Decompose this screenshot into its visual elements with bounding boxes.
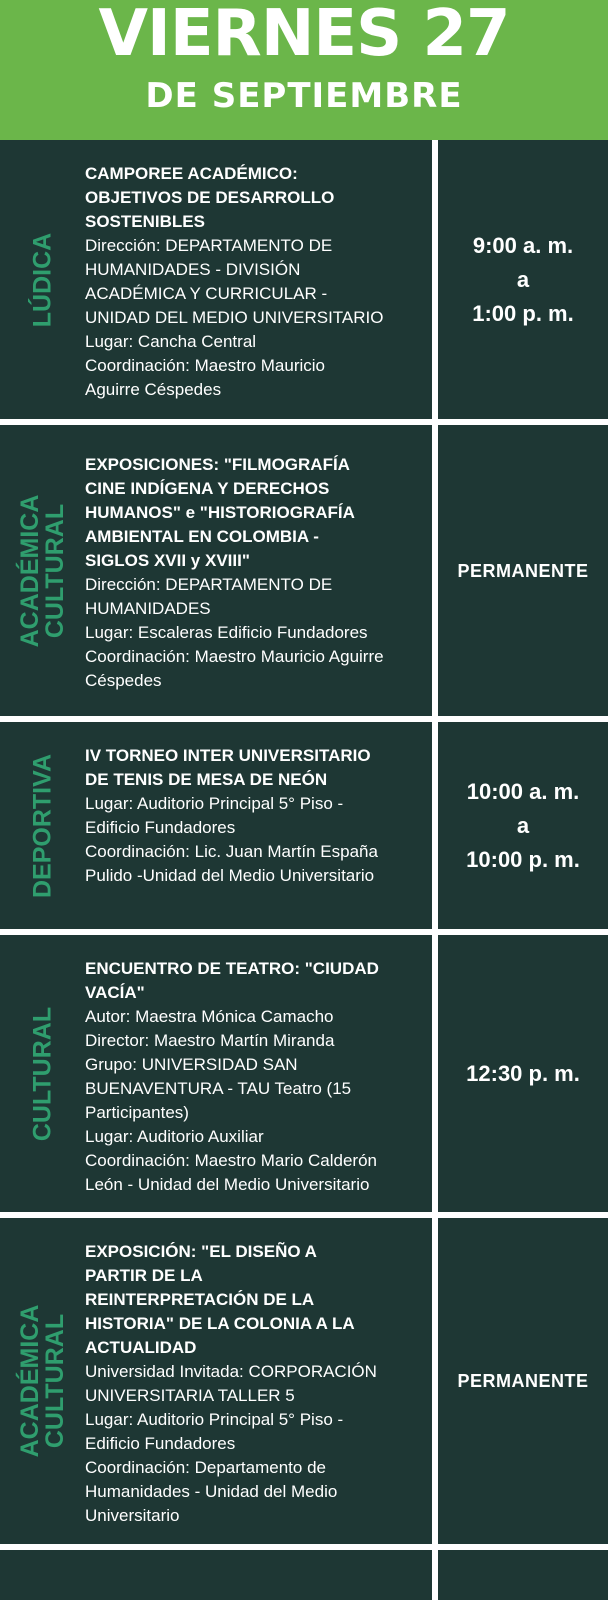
detail-line: Coordinación: Maestro Mauricio Aguirre bbox=[85, 647, 384, 666]
event-time bbox=[438, 554, 608, 588]
category-label: ACADÉMICA bbox=[16, 494, 44, 647]
detail-line: Coordinación: Maestro Mario Calderón bbox=[85, 1151, 377, 1170]
time-line: 10:00 a. m. bbox=[466, 778, 580, 804]
event-title bbox=[85, 453, 417, 573]
event-time-cell bbox=[438, 722, 608, 929]
event-details bbox=[85, 792, 417, 888]
event-content bbox=[85, 162, 417, 402]
event-title bbox=[85, 957, 417, 1005]
event-row bbox=[0, 1218, 608, 1544]
time-line: 1:00 p. m. bbox=[472, 300, 574, 326]
title-line: DE TENIS DE MESA DE NEÓN bbox=[85, 770, 328, 789]
category-label: CULTURAL bbox=[28, 1006, 57, 1141]
event-row bbox=[0, 722, 608, 929]
event-content bbox=[85, 1240, 417, 1528]
event-info-cell bbox=[0, 935, 432, 1212]
event-content bbox=[85, 957, 417, 1197]
detail-line: Dirección: DEPARTAMENTO DE bbox=[85, 236, 333, 255]
detail-line: Universidad Invitada: CORPORACIÓN bbox=[85, 1362, 377, 1381]
title-line: AMBIENTAL EN COLOMBIA - bbox=[85, 527, 319, 546]
detail-line: Lugar: Auditorio Principal 5° Piso - bbox=[85, 1410, 344, 1429]
title-line: EXPOSICIONES: "FILMOGRAFÍA bbox=[85, 455, 350, 474]
time-line: 12:30 p. m. bbox=[466, 1060, 580, 1086]
title-line: HUMANOS" e "HISTORIOGRAFÍA bbox=[85, 503, 355, 522]
detail-line: Lugar: Auditorio Auxiliar bbox=[85, 1127, 264, 1146]
category-label: ACADÉMICA bbox=[16, 1304, 44, 1458]
time-line: PERMANENTE bbox=[457, 560, 589, 581]
event-time bbox=[438, 775, 608, 877]
detail-line: Coordinación: Lic. Juan Martín España bbox=[85, 842, 378, 861]
event-category bbox=[0, 140, 86, 419]
event-info-cell bbox=[0, 722, 432, 929]
detail-line: Edificio Fundadores bbox=[85, 1434, 236, 1453]
detail-line: Lugar: Cancha Central bbox=[85, 332, 257, 351]
detail-line: Dirección: DEPARTAMENTO DE bbox=[85, 575, 333, 594]
time-line: a bbox=[516, 812, 530, 838]
event-category bbox=[0, 722, 86, 929]
detail-line: Autor: Maestra Mónica Camacho bbox=[85, 1007, 334, 1026]
detail-line: Universitario bbox=[85, 1506, 180, 1525]
event-info-cell bbox=[0, 425, 432, 716]
title-line: HISTORIA" DE LA COLONIA A LA bbox=[85, 1314, 355, 1333]
event-title bbox=[85, 744, 417, 792]
title-line: SIGLOS XVII y XVIII" bbox=[85, 551, 250, 570]
detail-line: Humanidades - Unidad del Medio bbox=[85, 1482, 338, 1501]
title-line: PARTIR DE LA bbox=[85, 1266, 203, 1285]
event-time bbox=[438, 229, 608, 331]
event-details bbox=[85, 1005, 417, 1197]
detail-line: Director: Maestro Martín Miranda bbox=[85, 1031, 335, 1050]
category-label: CULTURAL bbox=[41, 1313, 69, 1449]
event-title bbox=[85, 162, 417, 234]
detail-line: Céspedes bbox=[85, 671, 162, 690]
title-line: REINTERPRETACIÓN DE LA bbox=[85, 1290, 315, 1309]
event-row bbox=[0, 140, 608, 419]
event-info-cell bbox=[0, 140, 432, 419]
event-row bbox=[0, 425, 608, 716]
event-details bbox=[85, 1360, 417, 1528]
event-info-cell bbox=[0, 1550, 432, 1600]
time-line: 10:00 p. m. bbox=[466, 846, 580, 872]
detail-line: Lugar: Escaleras Edificio Fundadores bbox=[85, 623, 368, 642]
event-details bbox=[85, 234, 417, 402]
detail-line: Pulido -Unidad del Medio Universitario bbox=[85, 866, 375, 885]
detail-line: HUMANIDADES bbox=[85, 599, 211, 618]
event-title bbox=[85, 1240, 417, 1360]
title-line: ENCUENTRO DE TEATRO: "CIUDAD bbox=[85, 959, 379, 978]
event-time bbox=[438, 1057, 608, 1091]
title-line: CAMPOREE ACADÉMICO: bbox=[85, 164, 298, 183]
event-row-partial bbox=[0, 1550, 608, 1600]
title-line: CINE INDÍGENA Y DERECHOS bbox=[85, 479, 330, 498]
event-time-cell bbox=[438, 425, 608, 716]
detail-line: ACADÉMICA Y CURRICULAR - bbox=[85, 284, 328, 303]
event-time bbox=[438, 1364, 608, 1398]
header-month: DE SEPTIEMBRE bbox=[145, 76, 463, 116]
detail-line: Lugar: Auditorio Principal 5° Piso - bbox=[85, 794, 344, 813]
detail-line: UNIVERSITARIA TALLER 5 bbox=[85, 1386, 295, 1405]
category-label: DEPORTIVA bbox=[28, 753, 57, 898]
event-time-cell bbox=[438, 1550, 608, 1600]
detail-line: Coordinación: Departamento de bbox=[85, 1458, 326, 1477]
title-line: EXPOSICIÓN: "EL DISEÑO A bbox=[85, 1242, 317, 1261]
title-line: OBJETIVOS DE DESARROLLO bbox=[85, 188, 335, 207]
time-line: PERMANENTE bbox=[457, 1371, 589, 1391]
detail-line: HUMANIDADES - DIVISIÓN bbox=[85, 260, 301, 279]
detail-line: Edificio Fundadores bbox=[85, 818, 236, 837]
header-day: VIERNES 27 bbox=[98, 0, 510, 71]
detail-line: León - Unidad del Medio Universitario bbox=[85, 1175, 370, 1194]
page-header bbox=[0, 0, 608, 140]
detail-line: Aguirre Céspedes bbox=[85, 380, 222, 399]
event-time-cell bbox=[438, 935, 608, 1212]
detail-line: Coordinación: Maestro Mauricio bbox=[85, 356, 325, 375]
event-content bbox=[85, 453, 417, 693]
time-line: 9:00 a. m. bbox=[472, 232, 574, 258]
event-time-cell bbox=[438, 1218, 608, 1544]
event-details bbox=[85, 573, 417, 693]
event-category bbox=[0, 425, 86, 716]
title-line: ACTUALIDAD bbox=[85, 1338, 197, 1357]
detail-line: BUENAVENTURA - TAU Teatro (15 bbox=[85, 1079, 352, 1098]
detail-line: Participantes) bbox=[85, 1103, 189, 1122]
event-row bbox=[0, 935, 608, 1212]
category-label: LÚDICA bbox=[28, 232, 57, 327]
event-info-cell bbox=[0, 1218, 432, 1544]
detail-line: UNIDAD DEL MEDIO UNIVERSITARIO bbox=[85, 308, 384, 327]
detail-line: Grupo: UNIVERSIDAD SAN bbox=[85, 1055, 298, 1074]
title-line: IV TORNEO INTER UNIVERSITARIO bbox=[85, 746, 371, 765]
event-category bbox=[0, 1218, 86, 1544]
title-line: VACÍA" bbox=[85, 983, 145, 1002]
event-category bbox=[0, 935, 86, 1212]
category-label: CULTURAL bbox=[41, 503, 69, 638]
title-line: SOSTENIBLES bbox=[85, 212, 205, 231]
time-line: a bbox=[516, 266, 530, 292]
event-time-cell bbox=[438, 140, 608, 419]
event-content bbox=[85, 744, 417, 888]
